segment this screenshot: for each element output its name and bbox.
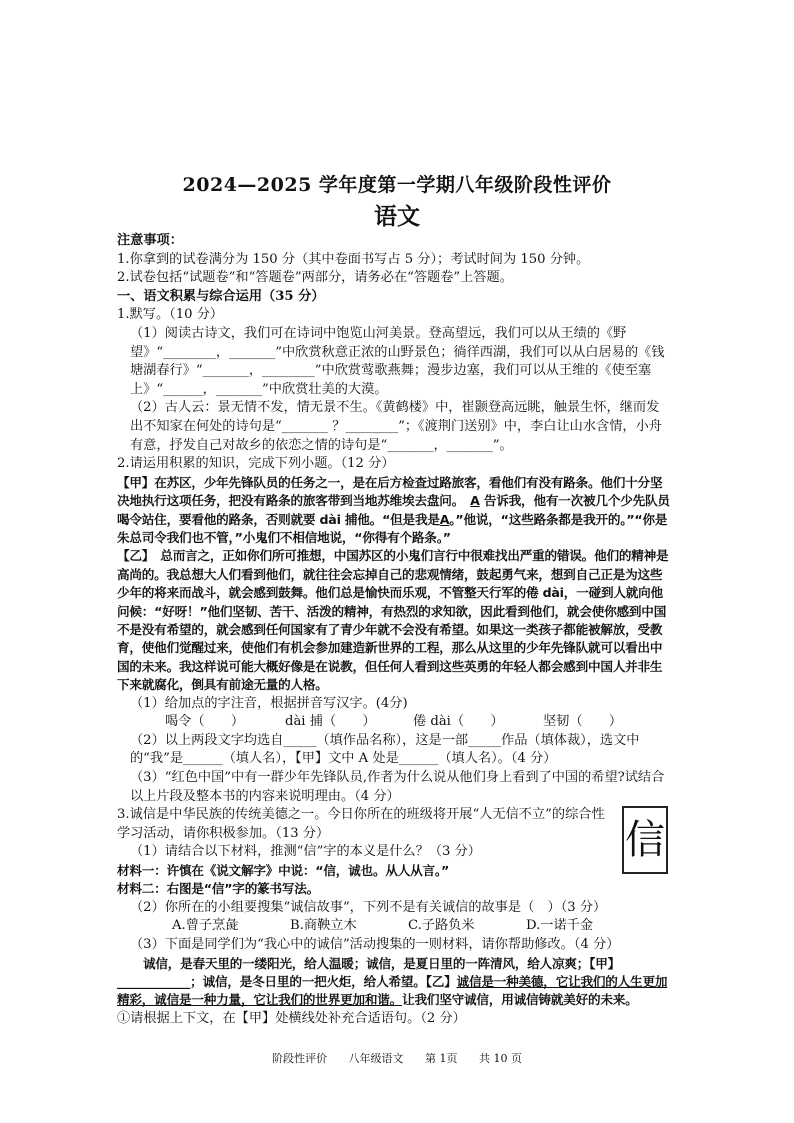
blank-a: A: [470, 493, 480, 509]
question-3-sub-3: （3）下面是同学们为“我心中的诚信”活动搜集的一则材料，请你帮助修改。（4 分）: [130, 936, 620, 952]
question-2-sub-2: （2）以上两段文字均选自_____（填作品名称），这是一部_____作品（填体裁），选文中的“我”是______（填人名），【甲】文中 A 处是______（填人名）。（4 分）: [130, 732, 640, 767]
option-d: D.一诺千金: [526, 918, 594, 934]
subject-title: 语文: [374, 203, 420, 230]
passage-jia-marker: 【甲】: [589, 955, 621, 971]
question-3-sub-1: （1）请结合以下材料，推测“信”字的本义是什么？（3 分）: [130, 844, 481, 860]
pinyin-item: 倦 dài（ ）: [413, 714, 504, 730]
material-1: [117, 862, 672, 880]
passage-jia: [117, 474, 672, 548]
question-2-sub-3: （3）“红色中国”中有一群少年先锋队员,作者为什么说从他们身上看到了中国的希望?试结合以上片段及整本书的内容来说明理由。（4 分）: [130, 769, 665, 804]
question-3-sub-2: （2）你所在的小组要搜集“诚信故事”，下列不是有关诚信的故事是（ ）（3 分）: [130, 899, 607, 915]
section-heading: 一、语文积累与综合运用（35 分）: [117, 288, 325, 304]
question-2-sub-1: （1）给加点的字注音，根据拼音写汉字。(4分): [130, 695, 408, 711]
passage-blank: ____________: [117, 973, 191, 989]
passage-jia-label: 【甲】: [117, 474, 155, 490]
material-1-label: 材料一：: [117, 862, 167, 878]
footer-label: 阶段性评价: [272, 1052, 327, 1065]
footer-subject: 八年级语文: [348, 1052, 404, 1065]
question-3-title: 3.诚信是中华民族的传统美德之一。今日你所在的班级将开展“人无信不立”的综合性学习活动，请你积极参加。（13 分）: [117, 807, 605, 841]
exam-body: [117, 232, 672, 1028]
footer-page: 第 1页: [425, 1052, 458, 1065]
passage-underlined: 诚信是一种美德，它让我们的人生更加精彩，诚信是一种力量，它让我们的世界更加和谐。: [117, 973, 668, 1008]
passage-text: 诚信，是春天里的一缕阳光，给人温暖；诚信，是夏日里的一阵清风，给人凉爽；: [143, 955, 590, 971]
option-c: C.子路负米: [408, 918, 475, 934]
passage-yi-text: 总而言之，正如你们所可推想，中国苏区的小鬼们言行中很难找出严重的错误。他们的精神是高尚的。我总想大人们看到他们，就往往会忘掉自己的悲观情绪，鼓起勇气来，想到自己正是为这些少年的将来而战斗，就会感到鼓舞。他们总是愉快而乐观，不管整天行军的倦 dài，一碰到人就向他问候：“好呀！”他们坚韧、苦干、活泼的精神，有热烈的求知欲，因此看到他们，就会使你感到中国不是没有希望的，就会感到任何国家有了青少年就不会没有希望。如果这一类孩子都能被解放，受教育，使他们觉醒过来，使他们有机会参加建造新世界的工程，那么从这里的少年先锋队就可以看出中国的未来。我这样说可能大概好像是在说教，但任何人看到这些英勇的年轻人都会感到中国人并非生下来就腐化，倒具有前途无量的人格。: [117, 548, 669, 693]
question-1-part-2: （2）古人云：景无情不发，情无景不生。《黄鹤楼》中，崔颢登高远眺，触景生怀，继而发出不知家在何处的诗句是“_______ ？________”；《渡荆门送别》中，李白让山水含情，小舟有意，抒发自己对故乡的依恋之情的诗句是“_______，_______”。: [130, 400, 662, 453]
option-b: B.商鞅立木: [290, 918, 357, 934]
note-item: 2.试卷包括“试题卷”和“答题卷”两部分，请务必在“答题卷”上答题。: [117, 270, 513, 286]
seal-script-xin-image: [622, 806, 668, 874]
note-item: 1.你拿到的试卷满分为 150 分（其中卷面书写占 5 分）；考试时间为 150 分钟。: [117, 251, 590, 267]
pinyin-row: [117, 713, 672, 732]
blank-a: A: [439, 511, 450, 527]
passage-text: 让我们坚守诚信，用诚信铸就美好的未来。: [402, 992, 638, 1008]
passage-text: ；诚信，是冬日里的一把火炬，给人希望。【乙】: [190, 973, 457, 989]
material-1-text: 许慎在《说文解字》中说：“信，诚也。从人从言。”: [166, 862, 450, 878]
passage-yi: [117, 547, 672, 694]
pinyin-item: dài 捕（ ）: [285, 714, 376, 730]
question-1-title: 1.默写。（10 分）: [117, 307, 224, 323]
pinyin-item: 喝令（ ）: [165, 714, 245, 730]
pinyin-item: 坚韧（ ）: [543, 714, 623, 730]
passage-jia-text: 在苏区，少年先锋队员的任务之一，是在后方检查过路旅客，看他们有没有路条。他们十分坚决地执行这项任务，把没有路条的旅客带到当地苏维埃去盘问。: [117, 474, 663, 509]
option-list: [117, 917, 672, 936]
passage-yi-label: 【乙】: [117, 548, 148, 564]
question-1-part-1: （1）阅读古诗文，我们可在诗词中饱览山河美景。登高望远，我们可以从王绩的《野望》“________，_______”中欣赏秋意正浓的山野景色；徜徉西湖，我们可以从白居易的《钱塘湖春行》“_______，________”中欣赏莺歌燕舞；漫步边塞，我们可以从王维的《使至塞上》“______，_______”中欣赏壮美的大漠。: [130, 325, 665, 397]
material-2-text: 右图是“信”字的篆书写法。: [166, 881, 320, 897]
material-2-label: 材料二：: [117, 881, 167, 897]
question-3-item-1: ①请根据上下文，在【甲】处横线处补充合适语句。（2 分）: [117, 1010, 466, 1026]
page-footer: [0, 1050, 794, 1066]
option-a: A.曾子烹彘: [172, 918, 239, 934]
exam-title: 2024—2025 学年度第一学期八年级阶段性评价: [182, 174, 612, 196]
integrity-passage: [117, 955, 672, 1010]
passage-jia-text-3: 。”他说，“这些路条都是我开的。”“你是朱总司令我们也不管，”小鬼们不相信地说，“你得有个路条。”: [117, 511, 668, 545]
question-2-title: 2.请运用积累的知识，完成下列小题。（12 分）: [117, 456, 395, 472]
passage-jia-text-2: 告诉我，他有一次被几个少先队员喝令站住，要看他的路条，否则就要 dài 捕他。“但是我是: [117, 493, 670, 527]
seal-character: 信: [625, 817, 665, 863]
footer-total: 共 10 页: [479, 1052, 522, 1065]
notes-heading: 注意事项：: [117, 233, 183, 248]
material-2: [117, 880, 672, 898]
